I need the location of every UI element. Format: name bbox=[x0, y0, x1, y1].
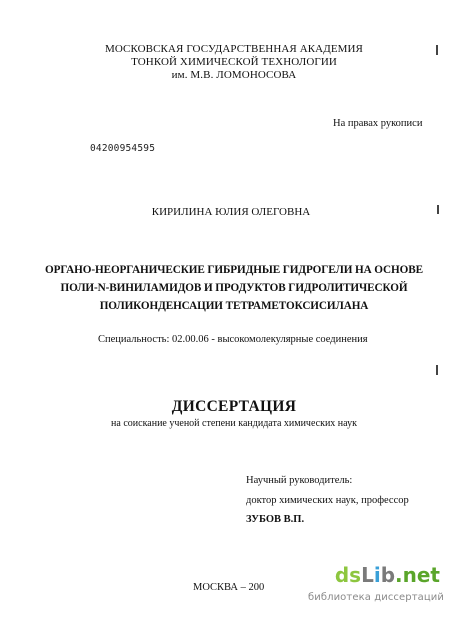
supervisor-degree: доктор химических наук, профессор bbox=[246, 495, 409, 506]
watermark-logo: dsLib.net bbox=[334, 563, 440, 587]
title-line-2: ПОЛИ-N-ВИНИЛАМИДОВ И ПРОДУКТОВ ГИДРОЛИТИЧЕСКОЙ bbox=[60, 282, 408, 294]
scan-margin-mark bbox=[436, 45, 438, 55]
watermark bbox=[307, 560, 450, 620]
supervisor-name: ЗУБОВ В.П. bbox=[246, 514, 305, 525]
title-line-1: ОРГАНО-НЕОРГАНИЧЕСКИЕ ГИБРИДНЫЕ ГИДРОГЕЛИ НА ОСНОВЕ bbox=[45, 264, 423, 276]
title-line-3: ПОЛИКОНДЕНСАЦИИ ТЕТРАМЕТОКСИСИЛАНА bbox=[99, 300, 369, 312]
scan-margin-mark bbox=[437, 205, 439, 214]
rights-note: На правах рукописи bbox=[333, 118, 423, 129]
city-year: МОСКВА – 200 bbox=[193, 582, 265, 593]
scan-margin-mark bbox=[436, 365, 438, 375]
institution-line-2: ТОНКОЙ ХИМИЧЕСКОЙ ТЕХНОЛОГИИ bbox=[131, 56, 337, 68]
specialty-line: Специальность: 02.00.06 - высокомолекулярные соединения bbox=[98, 334, 368, 345]
institution-line-3: им. М.В. ЛОМОНОСОВА bbox=[171, 69, 297, 81]
serial-number: 04200954595 bbox=[90, 143, 156, 154]
institution-line-1: МОСКОВСКАЯ ГОСУДАРСТВЕННАЯ АКАДЕМИЯ bbox=[104, 43, 363, 55]
watermark-tagline: библиотека диссертаций bbox=[307, 592, 444, 603]
supervisor-role: Научный руководитель: bbox=[246, 475, 353, 486]
author-name: КИРИЛИНА ЮЛИЯ ОЛЕГОВНА bbox=[151, 206, 311, 218]
document-subtitle: на соискание ученой степени кандидата химических наук bbox=[111, 418, 357, 429]
document-type-heading: ДИССЕРТАЦИЯ bbox=[171, 398, 297, 415]
